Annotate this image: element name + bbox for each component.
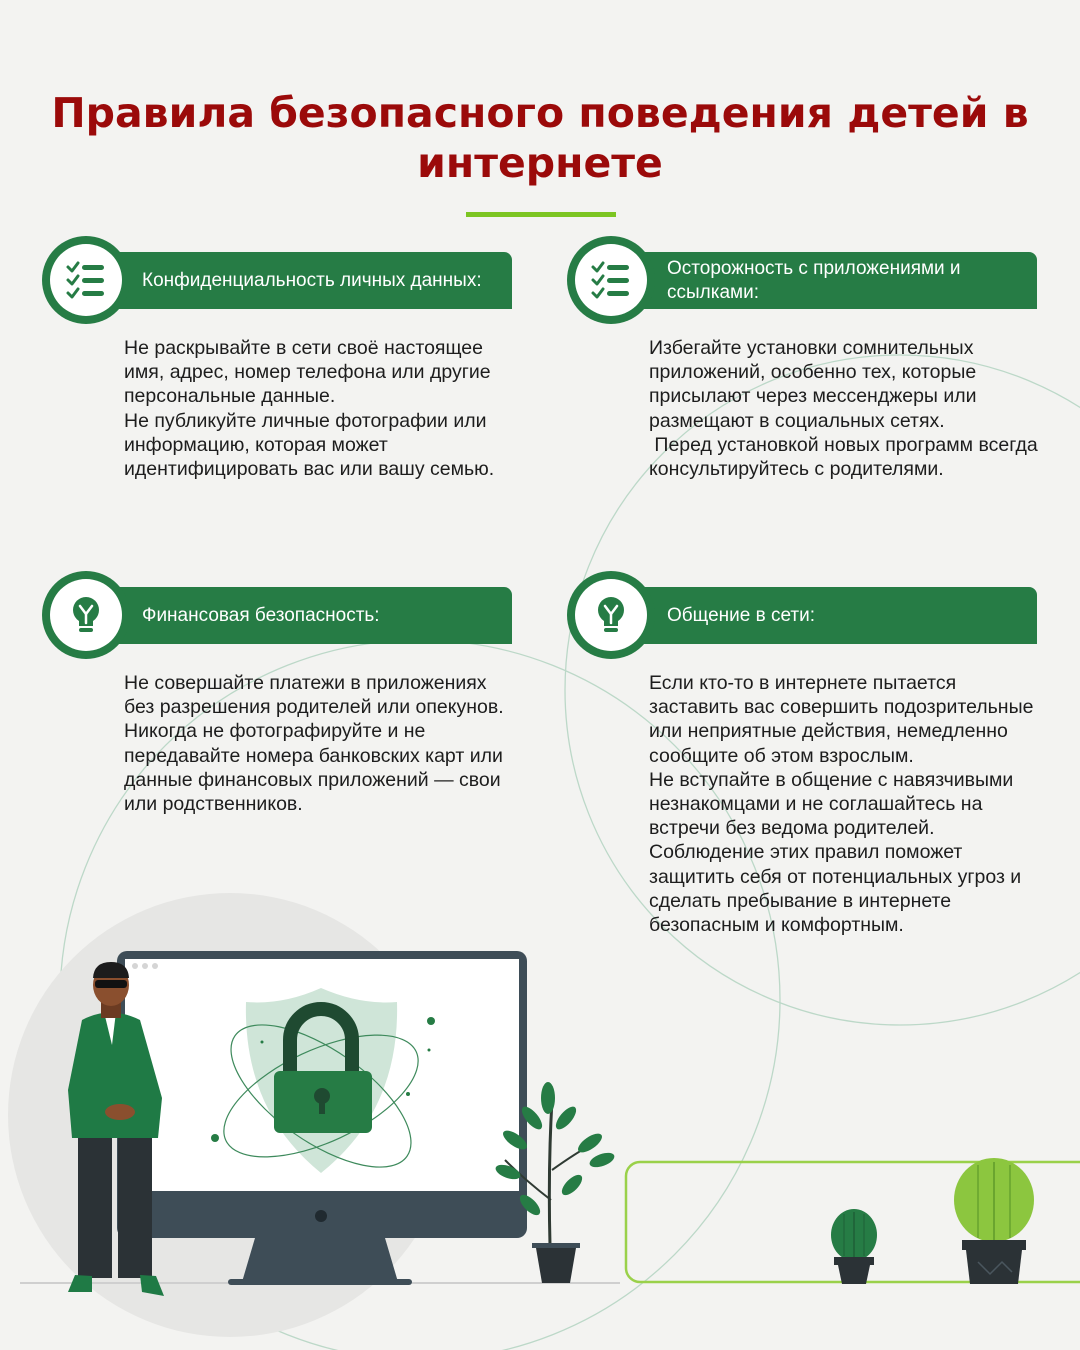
section-paragraph: Не раскрывайте в сети своё настоящее имя, адрес, номер телефона или другие персональные данные. <box>124 337 491 408</box>
section-paragraph: Никогда не фотографируйте и не передавайте номера банковских карт или данные финансовых приложений — свои или родственников. <box>124 720 503 816</box>
section-heading: Финансовая безопасность: <box>142 604 380 626</box>
page-title: Правила безопасного поведения детей в интернете <box>51 89 1029 187</box>
section-heading: Конфиденциальность личных данных: <box>142 269 482 291</box>
section-paragraph: Избегайте установки сомнительных приложений, особенно тех, которые присылают через мессенджеры или размещают в социальных сетях. <box>649 337 977 432</box>
section-heading: Общение в сети: <box>667 604 816 626</box>
section-heading: Осторожность с приложениями и ссылками: <box>667 257 961 303</box>
section-paragraph: Не совершайте платежи в приложениях без разрешения родителей или опекунов. <box>124 672 504 719</box>
large-cactus-icon <box>954 1158 1034 1284</box>
small-cactus-icon <box>831 1209 877 1284</box>
section-paragraph: Не публикуйте личные фотографии или информацию, которая может идентифицировать вас или вашу семью. <box>124 409 495 481</box>
section-paragraph: Перед установкой новых программ всегда консультируйтесь с родителями. <box>649 433 1044 481</box>
section-paragraph: Соблюдение этих правил поможет защитить себя от потенциальных угроз и сделать пребывание в интернете безопасным и комфортным. <box>649 841 1022 937</box>
section-paragraph: Не вступайте в общение с навязчивыми незнакомцами и не соглашайтесь на встречи без ведома родителей. <box>649 768 1014 840</box>
section-paragraph: Если кто-то в интернете пытается заставить вас совершить подозрительные или неприятные действия, немедленно сообщите об этом взрослым. <box>649 672 1034 767</box>
